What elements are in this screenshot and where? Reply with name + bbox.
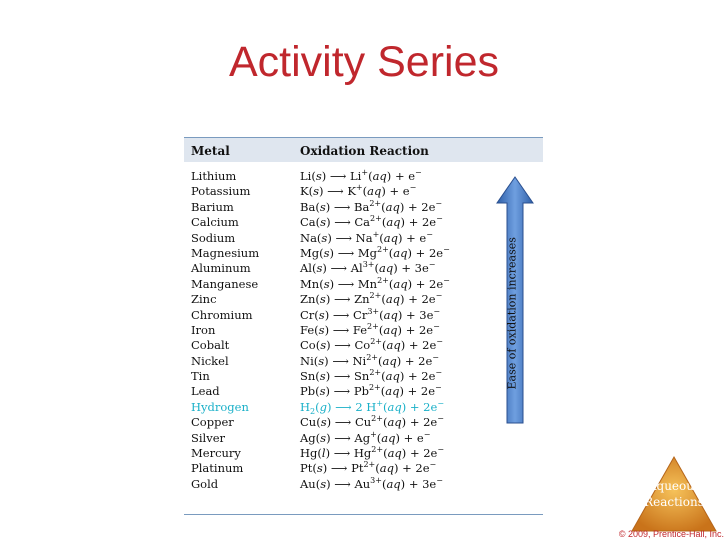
oxidation-reaction: Zn(s) ⟶ $Zn^{2+}(aq) + 2e^-$ [300, 291, 443, 307]
oxidation-reaction: Ag(s) ⟶ Ag+(aq) + e− [300, 429, 431, 445]
header-metal: Metal [191, 144, 230, 158]
metal-name: Gold [191, 476, 219, 491]
table-row [184, 231, 543, 246]
table-body [184, 169, 543, 492]
oxidation-reaction: Cu(s) ⟶ $Cu^{2+}(aq) + 2e^-$ [300, 414, 444, 430]
table-row [184, 323, 543, 338]
table-row [184, 308, 543, 323]
table-row [184, 400, 543, 415]
metal-name: Lead [191, 384, 220, 399]
metal-name: Manganese [191, 276, 259, 291]
oxidation-reaction: Pb(s) ⟶ $Pb^{2+}(aq) + 2e^-$ [300, 383, 442, 399]
oxidation-reaction: Mg(s) ⟶ $Mg^{2+}(aq) + 2e^-$ [300, 244, 450, 260]
oxidation-reaction: Li(s) ⟶ Li+(aq) + e− [300, 168, 422, 183]
metal-name: Mercury [191, 446, 241, 461]
oxidation-reaction: Hg(l) ⟶ $Hg^{2+}(aq) + 2e^-$ [300, 445, 445, 461]
logo-line-1: Aqueous [647, 479, 701, 493]
metal-name: Magnesium [191, 245, 260, 260]
logo-text [636, 478, 712, 510]
table-row [184, 477, 543, 492]
table-row [184, 215, 543, 230]
table-row [184, 384, 543, 399]
oxidation-reaction: Au(s) ⟶ $Au^{3+}(aq) + 3e^-$ [300, 475, 443, 491]
table-row [184, 292, 543, 307]
oxidation-reaction: Al(s) ⟶ $Al^{3+}(aq) + 3e^-$ [300, 260, 436, 276]
oxidation-reaction: Ba(s) ⟶ $Ba^{2+}(aq) + 2e^-$ [300, 198, 443, 214]
oxidation-reaction: Ni(s) ⟶ $Ni^{2+}(aq) + 2e^-$ [300, 352, 439, 368]
table-row [184, 200, 543, 215]
metal-name: Zinc [191, 292, 217, 307]
table-row [184, 277, 543, 292]
slide-title: Activity Series [228, 38, 499, 86]
metal-name: Calcium [191, 215, 239, 230]
metal-name: Chromium [191, 307, 253, 322]
metal-name: Tin [191, 369, 210, 384]
table-header [184, 138, 543, 162]
logo-line-2: Reactions [644, 495, 704, 509]
metal-name: Sodium [191, 230, 236, 245]
metal-name: Barium [191, 199, 234, 214]
table-row [184, 446, 543, 461]
oxidation-reaction: K(s) ⟶ K+(aq) + e− [300, 183, 417, 199]
metal-name: Lithium [191, 169, 237, 183]
oxidation-reaction: Fe(s) ⟶ $Fe^{2+}(aq) + 2e^-$ [300, 321, 440, 337]
metal-name: Potassium [191, 184, 251, 199]
metal-name: Silver [191, 430, 226, 445]
oxidation-reaction: Ca(s) ⟶ $Ca^{2+}(aq) + 2e^-$ [300, 214, 443, 230]
header-oxidation-reaction: Oxidation Reaction [300, 144, 429, 158]
table-row [184, 415, 543, 430]
oxidation-reaction: Co(s) ⟶ $Co^{2+}(aq) + 2e^-$ [300, 337, 443, 353]
oxidation-reaction: Na(s) ⟶ Na+(aq) + e− [300, 229, 433, 245]
table-row [184, 369, 543, 384]
oxidation-reaction: Pt(s) ⟶ $Pt^{2+}(aq) + 2e^-$ [300, 460, 437, 476]
table-row [184, 184, 543, 199]
metal-name: Platinum [191, 461, 244, 476]
metal-name: Iron [191, 322, 216, 337]
activity-series-table [184, 137, 543, 515]
table-row [184, 461, 543, 476]
table-row [184, 431, 543, 446]
table-row [184, 246, 543, 261]
table-row [184, 354, 543, 369]
table-row [184, 338, 543, 353]
metal-name: Cobalt [191, 338, 230, 353]
oxidation-reaction: $H_2(g)$ ⟶ 2 H+(aq) + 2e− [300, 398, 445, 416]
oxidation-reaction: Mn(s) ⟶ $Mn^{2+}(aq) + 2e^-$ [300, 275, 450, 291]
table-row [184, 169, 543, 184]
metal-name: Aluminum [191, 261, 251, 276]
table-row [184, 261, 543, 276]
oxidation-reaction: Sn(s) ⟶ $Sn^{2+}(aq) + 2e^-$ [300, 368, 443, 384]
arrow-label: Ease of oxidation increases [505, 237, 519, 390]
copyright: © 2009, Prentice-Hall, Inc. [618, 529, 724, 539]
metal-name: Nickel [191, 353, 229, 368]
metal-name: Hydrogen [191, 399, 249, 414]
oxidation-reaction: Cr(s) ⟶ $Cr^{3+}(aq) + 3e^-$ [300, 306, 441, 322]
metal-name: Copper [191, 415, 234, 430]
